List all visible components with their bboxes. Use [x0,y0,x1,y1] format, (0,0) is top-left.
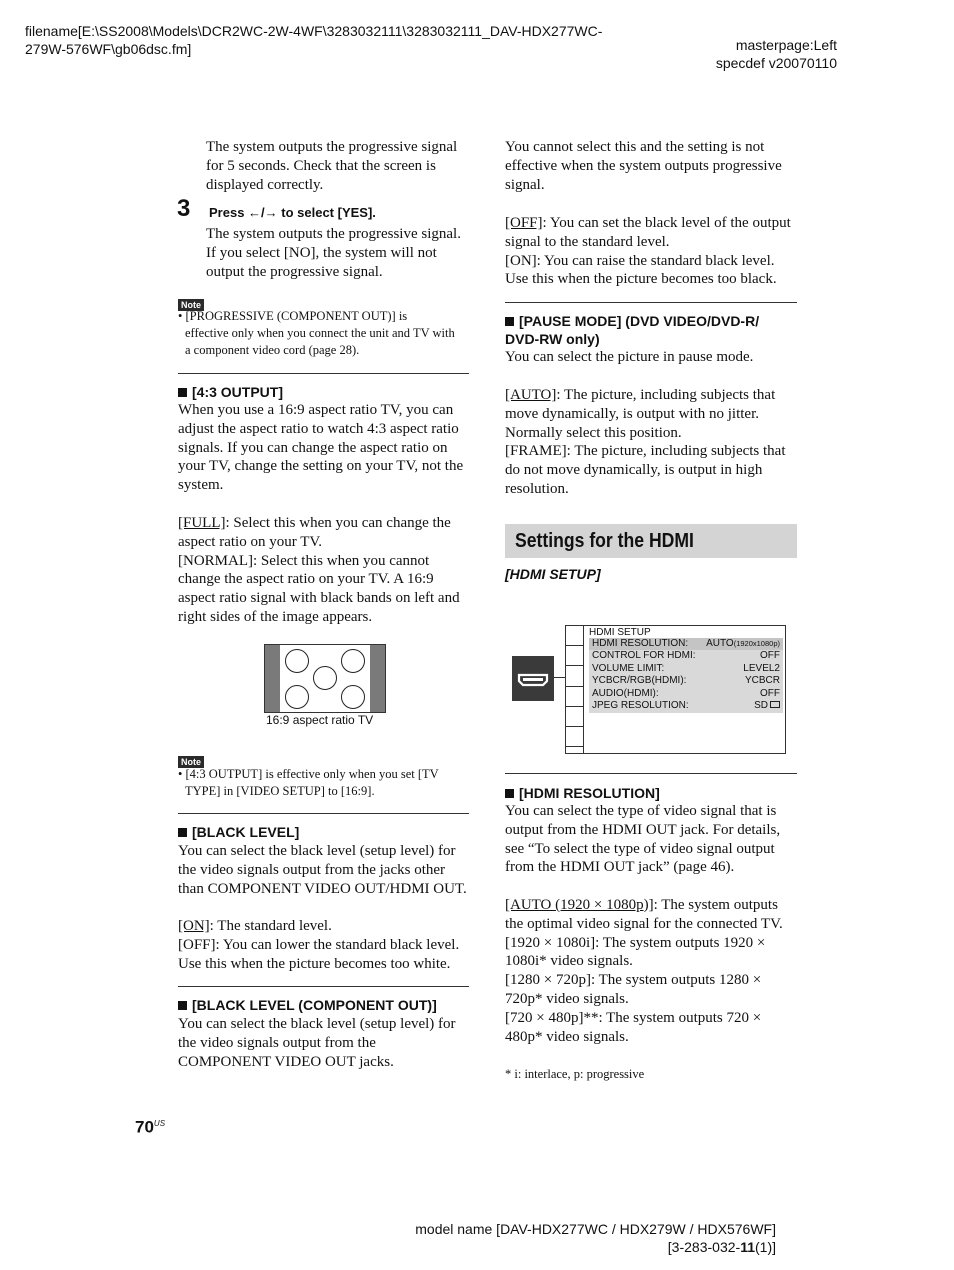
black-band-right [370,645,385,712]
note-progressive: • [PROGRESSIVE (COMPONENT OUT)] is effective only when you connect the unit and TV with a component video cord (page 28). [178,309,455,357]
section-heading-hdmi-resolution: [HDMI RESOLUTION] [505,784,660,802]
header-filename: filename[E:\SS2008\Models\DCR2WC-2W-4WF\3283032111\3283032111_DAV-HDX277WC- 279W-576WF\gb06dsc.fm] [25,23,603,57]
divider [505,302,797,303]
section-pause-mode-text: You can select the picture in pause mode. [505,349,754,365]
osd-tab [566,707,583,727]
divider [178,373,469,374]
circle-shape [313,666,337,690]
osd-tab [566,646,583,666]
black-level-options: [ON]: The standard level. [OFF]: You can lower the standard black level. Use this when the picture becomes too white. [178,918,460,972]
section-black-level-component-text: You can select the black level (setup level) for the video signals output from the COMPONENT VIDEO OUT jacks. [178,1016,456,1070]
osd-settings-list [589,638,783,713]
osd-row-hdmi-resolution: HDMI RESOLUTION: AUTO(1920x1080p) [589,638,783,650]
osd-row-ycbcr-rgb: YCBCR/RGB(HDMI): YCBCR [592,675,780,687]
square-bullet-icon [505,789,514,798]
hdmi-resolution-options: [AUTO (1920 × 1080p)]: The system outputs the optimal video signal for the connected TV. [1920 × 1080i]: The system outputs 1920 × 1080i* video signals. [1280 × 720p]: The system outputs 1280 × 720p* video signals. [720 × 480p]**: The system outputs 720 × 480p* video signals. [505,897,783,1045]
section-43-output-text: When you use a 16:9 aspect ratio TV, you can adjust the aspect ratio to watch 4:3 aspect ratio signals. If you can change the aspect ratio on your TV, change the setting on your TV, not the system. [178,402,464,494]
footer-model-name: model name [DAV-HDX277WC / HDX279W / HDX576WF] [3-283-032-11(1)] [415,1221,776,1255]
section-heading-black-level-component: [BLACK LEVEL (COMPONENT OUT)] [178,996,437,1014]
progressive-output-text: The system outputs the progressive signal for 5 seconds. Check that the screen is displayed correctly. [206,139,458,193]
page-title: Settings for the HDMI [515,530,694,552]
osd-row-jpeg-resolution: JPEG RESOLUTION: SD [589,700,783,712]
hdmi-setup-icon [512,656,554,701]
pause-mode-options: [AUTO]: The picture, including subjects that move dynamically, is output with no jitter. Normally select this position. [FRAME]: The picture, including subjects that do not move dynamically, is output in high resolution. [505,387,786,497]
note-badge-2: Note [178,752,204,770]
osd-row-audio-hdmi: AUDIO(HDMI): OFF [592,687,780,699]
settings-hdmi-title-bar [505,524,797,558]
step-instruction: Press ←/→ to select [YES]. [209,205,376,220]
full-option-text: [FULL]: Select this when you can change the aspect ratio on your TV. [NORMAL]: Select this when you cannot change the aspect ratio on your TV. A 16:9 aspect ratio signal with black bands on left and right sides of the image appears. [178,515,460,625]
black-band-left [265,645,280,712]
osd-title: HDMI SETUP [589,627,651,638]
step-number: 3 [177,195,191,222]
circle-shape [285,685,309,709]
section-heading-43-output: [4:3 OUTPUT] [178,383,283,401]
divider [178,813,469,814]
square-bullet-icon [178,828,187,837]
section-heading-black-level: [BLACK LEVEL] [178,823,299,841]
square-bullet-icon [178,388,187,397]
circle-shape [341,685,365,709]
circle-shape [341,649,365,673]
osd-tab [566,727,583,747]
sd-frame-icon [770,701,780,708]
step-result-text: The system outputs the progressive signal. If you select [NO], the system will not output the progressive signal. [206,226,461,280]
tv-caption: 16:9 aspect ratio TV [266,713,374,727]
header-masterpage: masterpage:Left specdef v20070110 [715,37,837,71]
circle-shape [285,649,309,673]
tv-aspect-illustration [264,644,386,713]
page-number: $70^{US}$ [135,1117,166,1137]
osd-tab-column [566,626,584,753]
square-bullet-icon [505,317,514,326]
divider [505,773,797,774]
footnote: * i: interlace, p: progressive [505,1067,645,1081]
osd-tab [566,666,583,686]
note-badge-1: Note [178,295,204,313]
progressive-note-text: You cannot select this and the setting is not effective when the system outputs progressive signal. [505,139,782,193]
black-level-component-options: [OFF]: You can set the black level of the output signal to the standard level. [ON]: You can raise the standard black level. Use this when the picture becomes too black. [505,215,791,288]
osd-tab [566,687,583,707]
osd-tab [566,626,583,646]
section-hdmi-resolution-text: You can select the type of video signal that is output from the HDMI OUT jack. For details, see “To select the type of video signal output from the HDMI OUT jack” (page 46). [505,803,781,876]
section-heading-pause-mode: [PAUSE MODE] (DVD VIDEO/DVD-R/ DVD-RW only) [505,313,760,347]
osd-row-volume-limit: VOLUME LIMIT: LEVEL2 [592,662,780,674]
square-bullet-icon [178,1001,187,1010]
note-43-output: • [4:3 OUTPUT] is effective only when you set [TV TYPE] in [VIDEO SETUP] to [16:9]. [178,767,439,798]
hdmi-setup-osd [565,625,786,754]
hdmi-setup-label: [HDMI SETUP] [505,566,601,582]
section-black-level-text: You can select the black level (setup level) for the video signals output from the jacks other than COMPONENT VIDEO OUT/HDMI OUT. [178,843,467,897]
osd-row-control-for-hdmi: CONTROL FOR HDMI: OFF [592,650,780,662]
divider [178,986,469,987]
